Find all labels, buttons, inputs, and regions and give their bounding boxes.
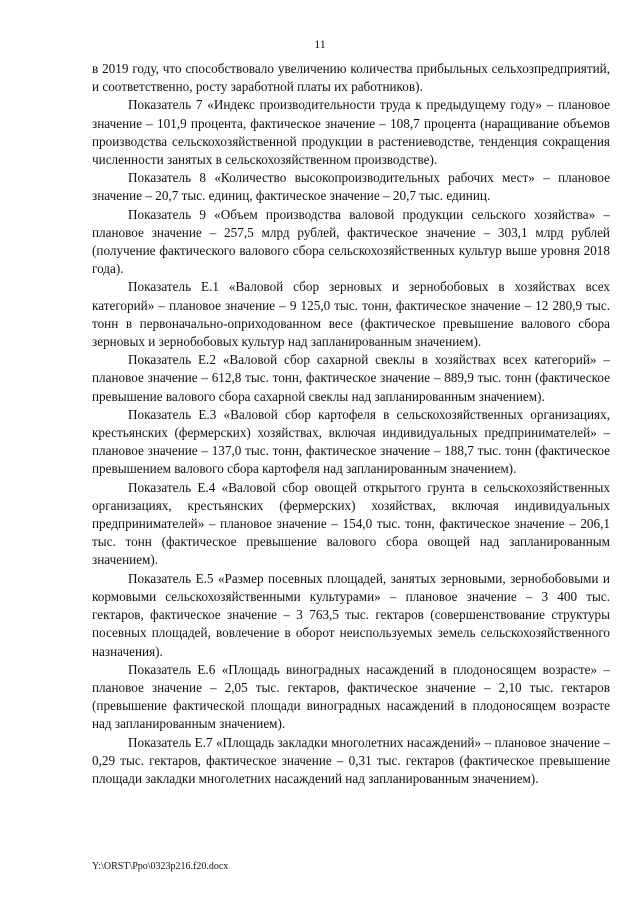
paragraph-indicator-e1: Показатель Е.1 «Валовой сбор зерновых и зернобобовых в хозяйствах всех категорий» – плановое значение – 9 125,0 тыс. тонн, фактическое значение – 12 280,9 тыс. тонн в первоначально-оприходованном весе (фактическое превышение валового сбора зерновых и зернобобовых культур над запланированным значением). (92, 279, 610, 350)
page-number: 11 (314, 37, 326, 51)
paragraph-indicator-9: Показатель 9 «Объем производства валовой продукции сельского хозяйства» – плановое значение – 257,5 млрд рублей, фактическое значение – 303,1 млрд рублей (получение фактического валового сбора сельскохозяйственных культур выше уровня 2018 года). (92, 206, 610, 277)
paragraph-indicator-e2: Показатель Е.2 «Валовой сбор сахарной свеклы в хозяйствах всех категорий» – плановое значение – 612,8 тыс. тонн, фактическое значение – 889,9 тыс. тонн (фактическое превышение валового сбора сахарной свеклы над запланированным значением). (92, 352, 610, 404)
paragraph-indicator-e6: Показатель Е.6 «Площадь виноградных насаждений в плодоносящем возрасте» – плановое значение – 2,05 тыс. гектаров, фактическое значение – 2,10 тыс. гектаров (превышение фактической площади виноградных насаждений в плодоносящем возрасте над запланированным значением). (92, 661, 610, 732)
document-body (92, 60, 610, 788)
paragraph-continuation: в 2019 году, что способствовало увеличению количества прибыльных сельхозпредприятий, и соответственно, росту заработной платы их работников). (92, 61, 610, 95)
paragraph-indicator-8: Показатель 8 «Количество высокопроизводительных рабочих мест» – плановое значение – 20,7 тыс. единиц, фактическое значение – 20,7 тыс. единиц. (92, 170, 610, 204)
footer-file-path: Y:\ORST\Ppo\0323p216.f20.docx (92, 861, 229, 872)
paragraph-indicator-e4: Показатель Е.4 «Валовой сбор овощей открытого грунта в сельскохозяйственных организациях, крестьянских (фермерских) хозяйствах, включая индивидуальных предпринимателей» – плановое значение – 154,0 тыс. тонн, фактическое значение – 206,1 тыс. тонн (фактическое превышение валового сбора овощей над запланированным значением). (92, 479, 610, 568)
paragraph-indicator-e5: Показатель Е.5 «Размер посевных площадей, занятых зерновыми, зернобобовыми и кормовыми сельскохозяйственными культурами» – плановое значение – 3 400 тыс. гектаров, фактическое значение – 3 763,5 тыс. гектаров (совершенствование структуры посевных площадей, вовлечение в оборот неиспользуемых земель сельскохозяйственного назначения). (92, 570, 610, 659)
paragraph-indicator-e3: Показатель Е.3 «Валовой сбор картофеля в сельскохозяйственных организациях, крестьянских (фермерских) хозяйствах, включая индивидуальных предпринимателей» – плановое значение – 137,0 тыс. тонн, фактическое значение – 188,7 тыс. тонн (фактическое превышением валового сбора картофеля над запланированным значением). (92, 406, 610, 477)
paragraph-indicator-e7: Показатель Е.7 «Площадь закладки многолетних насаждений» – плановое значение – 0,29 тыс. гектаров, фактическое значение – 0,31 тыс. гектаров (фактическое превышение площади закладки многолетних насаждений над запланированным значением). (92, 734, 610, 786)
paragraph-indicator-7: Показатель 7 «Индекс производительности труда к предыдущему году» – плановое значение – 101,9 процента, фактическое значение – 108,7 процента (наращивание объемов производства сельскохозяйственной продукции в растениеводстве, тенденция сокращения численности занятых в сельскохозяйственном производстве). (92, 97, 610, 168)
